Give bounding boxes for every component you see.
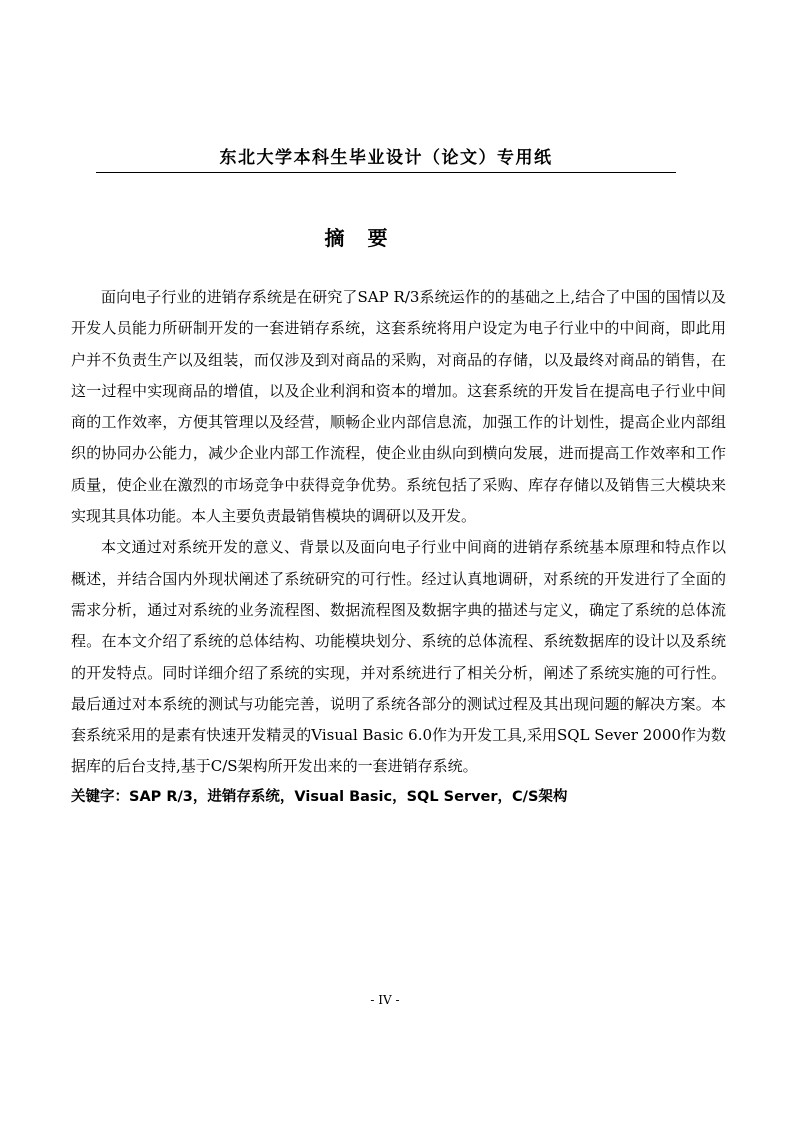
header-rule (96, 172, 676, 173)
abstract-body (71, 282, 726, 811)
abstract-title: 摘 要 (324, 226, 396, 250)
page-header (96, 146, 676, 174)
header-title: 东北大学本科生毕业设计（论文）专用纸 (219, 148, 553, 168)
abstract-paragraph-2: 本文通过对系统开发的意义、背景以及面向电子行业中间商的进销存系统基本原理和特点作以概述，并结合国内外现状阐述了系统研究的可行性。经过认真地调研，对系统的开发进行了全面的需求分析，通过对系统的业务流程图、数据流程图及数据字典的描述与定义，确定了系统的总体流程。在本文介绍了系统的总体结构、功能模块划分、系统的总体流程、系统数据库的设计以及系统的开发特点。同时详细介绍了系统的实现，并对系统进行了相关分析，阐述了系统实施的可行性。最后通过对本系统的测试与功能完善，说明了系统各部分的测试过程及其出现问题的解决方案。本套系统采用的是素有快速开发精灵的Visual Basic 6.0作为开发工具,采用SQL Sever 2000作为数据库的后台支持,基于C/S架构所开发出来的一套进销存系统。 (71, 538, 726, 776)
page-number: - IV - (370, 993, 400, 1007)
keywords-line: 关键字：SAP R/3，进销存系统，Visual Basic，SQL Server，C/S架构 (71, 788, 568, 805)
abstract-paragraph-1: 面向电子行业的进销存系统是在研究了SAP R/3系统运作的的基础之上,结合了中国的国情以及开发人员能力所研制开发的一套进销存系统，这套系统将用户设定为电子行业中的中间商，即此用户并不负责生产以及组装，而仅涉及到对商品的采购，对商品的存储，以及最终对商品的销售，在这一过程中实现商品的增值，以及企业利润和资本的增加。这套系统的开发旨在提高电子行业中间商的工作效率，方便其管理以及经营，顺畅企业内部信息流，加强工作的计划性，提高企业内部组织的协同办公能力，减少企业内部工作流程，使企业由纵向到横向发展，进而提高工作效率和工作质量，使企业在激烈的市场竞争中获得竞争优势。系统包括了采购、库存存储以及销售三大模块来实现其具体功能。本人主要负责最销售模块的调研以及开发。 (71, 288, 726, 526)
